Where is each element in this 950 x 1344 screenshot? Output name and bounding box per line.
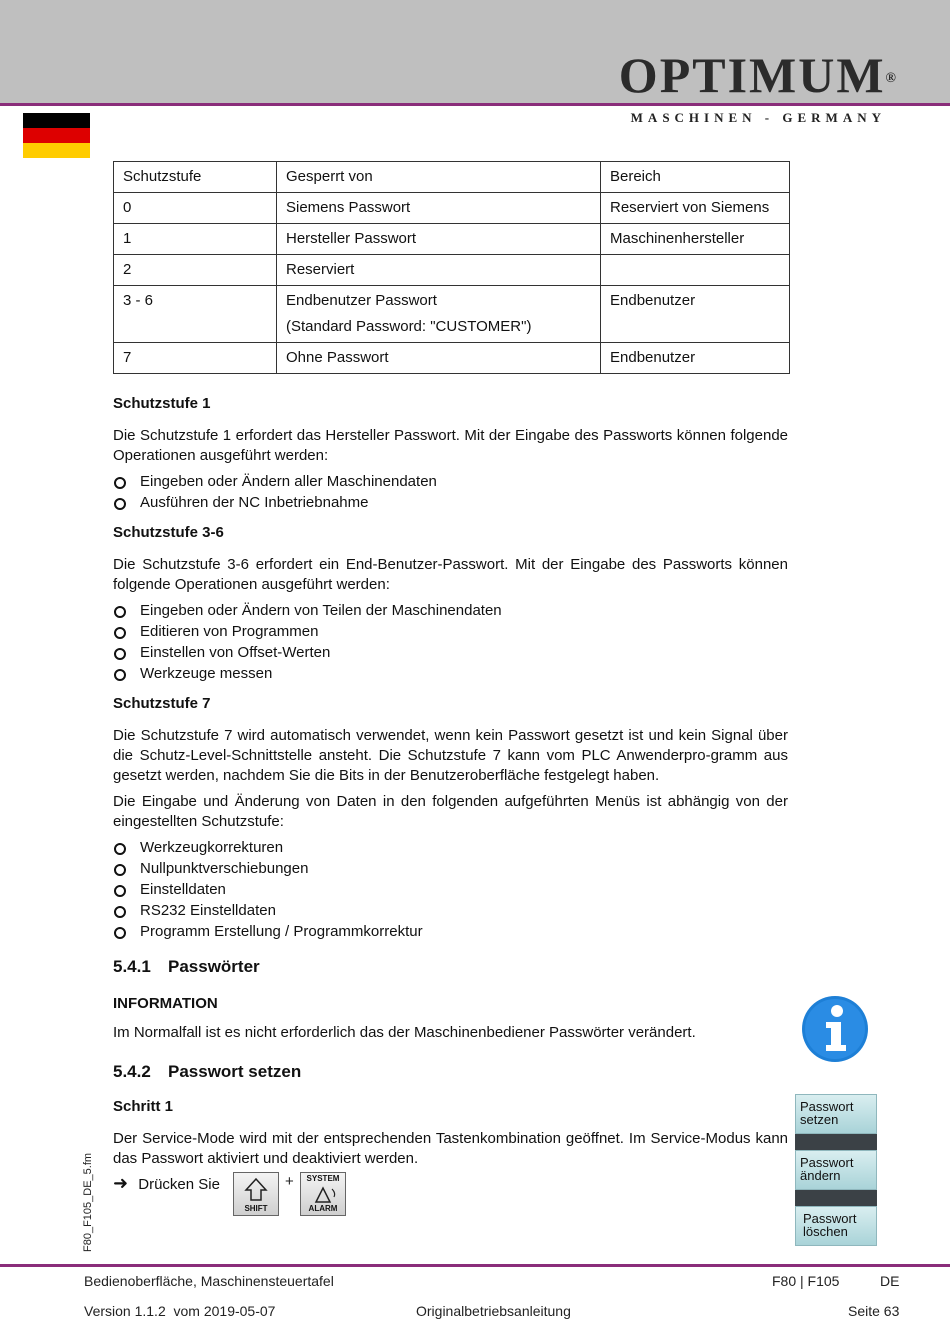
list-item: Nullpunktverschiebungen bbox=[113, 859, 788, 880]
list-item: RS232 Einstelldaten bbox=[113, 901, 788, 922]
section-schutzstufe-3-6 bbox=[113, 523, 788, 685]
table-cell-line: Endbenutzer Passwort bbox=[286, 292, 437, 309]
softkey-label: ändern bbox=[800, 1168, 841, 1183]
paragraph: Die Schutzstufe 7 wird automatisch verwendet, wenn kein Passwort gesetzt ist und kein Signal über die Schutz-Level-Schnittstelle ansteht. Die Schutzstufe 7 kann vom PLC Anwenderpro-gramm aus gesetzt werden, nachdem Sie die Bits in der Benutzeroberfläche festgelegt haben. bbox=[113, 727, 788, 784]
footer-page-number: Seite 63 bbox=[848, 1303, 900, 1319]
table-header-cell: Bereich bbox=[601, 162, 790, 193]
shift-key[interactable] bbox=[233, 1172, 279, 1216]
press-label: Drücken Sie bbox=[138, 1176, 220, 1193]
bullet-list bbox=[113, 838, 788, 943]
softkey-label: löschen bbox=[803, 1224, 848, 1239]
section-heading: Schutzstufe 3-6 bbox=[113, 524, 224, 541]
table-row bbox=[114, 255, 790, 286]
list-item: Ausführen der NC Inbetriebnahme bbox=[113, 493, 788, 514]
table-cell: Reserviert von Siemens bbox=[601, 193, 790, 224]
table-header-cell: Gesperrt von bbox=[277, 162, 601, 193]
list-item: Eingeben oder Ändern von Teilen der Maschinendaten bbox=[113, 601, 788, 622]
table-cell bbox=[277, 286, 601, 343]
shift-key-label: SHIFT bbox=[244, 1204, 268, 1213]
softkey-label: Passwort bbox=[800, 1099, 854, 1114]
section-schutzstufe-1 bbox=[113, 394, 788, 514]
footer-chapter: Bedienoberfläche, Maschinensteuertafel bbox=[84, 1273, 334, 1289]
section-number: 5.4.1 bbox=[113, 957, 151, 976]
paragraph: Die Schutzstufe 1 erfordert das Hersteller Passwort. Mit der Eingabe des Passworts können folgende Operationen ausgeführt werden: bbox=[113, 427, 788, 464]
german-flag-icon bbox=[23, 113, 90, 158]
information-block bbox=[113, 994, 788, 1043]
footer-language: DE bbox=[880, 1273, 900, 1289]
section-heading: Schutzstufe 1 bbox=[113, 395, 211, 412]
header-divider bbox=[0, 103, 950, 106]
table-row bbox=[114, 286, 790, 343]
paragraph: Der Service-Mode wird mit der entsprechenden Tastenkombination geöffnet. Im Service-Modus kann das Passwort aktiviert und deaktiviert werden. bbox=[113, 1130, 788, 1167]
list-item: Eingeben oder Ändern aller Maschinendaten bbox=[113, 472, 788, 493]
table-header-cell: Schutzstufe bbox=[114, 162, 277, 193]
alarm-bell-icon bbox=[301, 1183, 345, 1205]
list-item: Einstellen von Offset-Werten bbox=[113, 643, 788, 664]
softkey-passwort-loeschen[interactable] bbox=[795, 1206, 877, 1246]
section-title: Passwörter bbox=[168, 957, 260, 976]
table-cell: 0 bbox=[114, 193, 277, 224]
brand-subtitle: MASCHINEN - GERMANY bbox=[630, 110, 886, 125]
softkey-label: Passwort bbox=[800, 1155, 854, 1170]
softkey-separator bbox=[795, 1134, 877, 1150]
list-item: Einstelldaten bbox=[113, 880, 788, 901]
softkey-passwort-setzen[interactable] bbox=[795, 1094, 877, 1134]
list-item: Editieren von Programmen bbox=[113, 622, 788, 643]
table-cell: Hersteller Passwort bbox=[277, 224, 601, 255]
arrow-right-icon: ➜ bbox=[113, 1173, 129, 1193]
plus-sign: + bbox=[285, 1173, 294, 1190]
list-item: Werkzeuge messen bbox=[113, 664, 788, 685]
section-schutzstufe-7 bbox=[113, 694, 788, 943]
softkey-passwort-aendern[interactable] bbox=[795, 1150, 877, 1190]
table-cell: Endbenutzer bbox=[601, 343, 790, 374]
list-item: Programm Erstellung / Programmkorrektur bbox=[113, 922, 788, 943]
step-1-block bbox=[113, 1097, 788, 1169]
table-row bbox=[114, 343, 790, 374]
bullet-list bbox=[113, 601, 788, 685]
table-cell: 1 bbox=[114, 224, 277, 255]
file-name-label: F80_F105_DE_5.fm bbox=[82, 1152, 94, 1252]
section-title: Passwort setzen bbox=[168, 1062, 302, 1081]
list-item: Werkzeugkorrekturen bbox=[113, 838, 788, 859]
alarm-key-label: ALARM bbox=[308, 1204, 338, 1213]
table-cell: 3 - 6 bbox=[114, 286, 277, 343]
table-cell: Maschinenhersteller bbox=[601, 224, 790, 255]
table-cell-line: (Standard Password: "CUSTOMER") bbox=[286, 318, 532, 335]
system-alarm-key[interactable] bbox=[300, 1172, 346, 1216]
table-cell: Ohne Passwort bbox=[277, 343, 601, 374]
paragraph: Die Schutzstufe 3-6 erfordert ein End-Benutzer-Passwort. Mit der Eingabe des Passworts können folgende Operationen ausgeführt werden: bbox=[113, 556, 788, 593]
softkey-label: setzen bbox=[800, 1112, 839, 1127]
softkey-panel bbox=[795, 1094, 877, 1246]
table-cell: Endbenutzer bbox=[601, 286, 790, 343]
brand-logo: OPTIMUM® bbox=[618, 47, 898, 103]
softkey-label: Passwort bbox=[803, 1211, 857, 1226]
shift-arrow-icon bbox=[234, 1176, 278, 1206]
footer-version: Version 1.1.2 vom 2019-05-07 bbox=[84, 1303, 276, 1319]
table-row bbox=[114, 224, 790, 255]
section-number: 5.4.2 bbox=[113, 1062, 151, 1081]
step-heading: Schritt 1 bbox=[113, 1098, 174, 1115]
system-key-label: SYSTEM bbox=[306, 1174, 340, 1183]
table-cell bbox=[601, 255, 790, 286]
information-icon bbox=[801, 995, 869, 1063]
information-heading: INFORMATION bbox=[113, 995, 218, 1012]
paragraph: Die Eingabe und Änderung von Daten in den folgenden aufgeführten Menüs ist abhängig von der eingestellten Schutzstufe: bbox=[113, 793, 788, 830]
softkey-separator bbox=[795, 1190, 877, 1206]
table-row bbox=[114, 193, 790, 224]
footer-divider bbox=[0, 1264, 950, 1267]
table-header-row bbox=[114, 162, 790, 193]
footer-model: F80 | F105 bbox=[772, 1273, 840, 1289]
section-5-4-1-heading bbox=[113, 957, 788, 977]
information-text: Im Normalfall ist es nicht erforderlich das der Maschinenbediener Passwörter verändert. bbox=[113, 1024, 696, 1041]
section-heading: Schutzstufe 7 bbox=[113, 695, 211, 712]
protection-level-table bbox=[113, 161, 790, 374]
table-cell: Reserviert bbox=[277, 255, 601, 286]
bullet-list bbox=[113, 472, 788, 514]
section-5-4-2-heading bbox=[113, 1062, 788, 1082]
footer-document-type: Originalbetriebsanleitung bbox=[416, 1303, 571, 1319]
table-cell: 7 bbox=[114, 343, 277, 374]
press-instruction bbox=[113, 1173, 220, 1195]
table-cell: Siemens Passwort bbox=[277, 193, 601, 224]
table-cell: 2 bbox=[114, 255, 277, 286]
